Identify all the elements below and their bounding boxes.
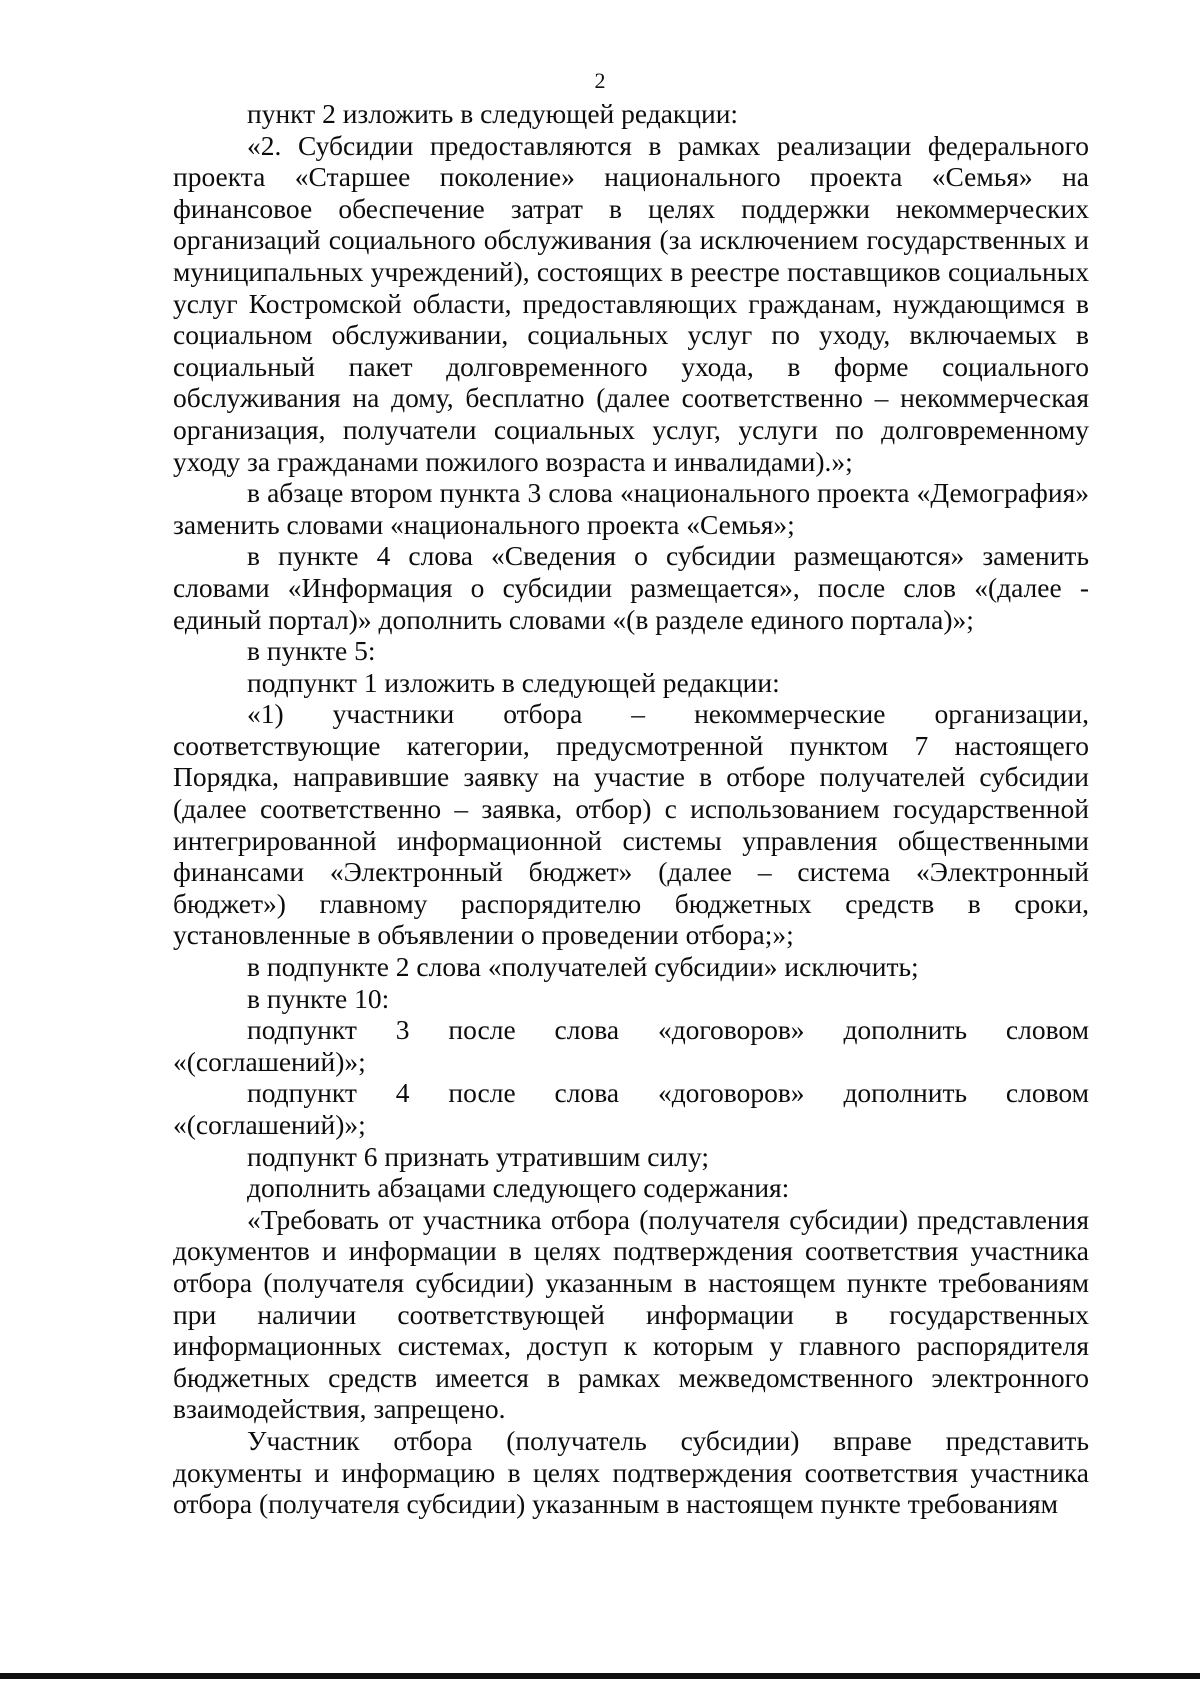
paragraph: «1) участники отбора – некоммерческие организации, соответствующие категории, предусмотренной пунктом 7 настоящего Порядка, направившие заявку на участие в отборе получателей субсидии (далее соответственно – заявка, отбор) с использованием государственной интегрированной информационной системы управления общественными финансами «Электронный бюджет» (далее – система «Электронный бюджет») главному распорядителю бюджетных средств в сроки, установленные в объявлении о проведении отбора;»;	[173, 698, 1089, 951]
page-number: 2	[594, 68, 606, 93]
paragraph: подпункт 1 изложить в следующей редакции:	[247, 666, 780, 698]
paragraph: Участник отбора (получатель субсидии) вправе представить документы и информацию в целях подтверждения соответствия участника отбора (получателя субсидии) указанным в настоящем пункте требованиям	[173, 1424, 1089, 1520]
paragraph: в пункте 5:	[247, 635, 376, 667]
paragraph: подпункт 3 после слова «договоров» дополнить словом «(соглашений)»;	[173, 1014, 1089, 1077]
paragraph: в подпункте 2 слова «получателей субсидии» исключить;	[247, 951, 919, 983]
document-body	[173, 98, 1089, 1520]
paragraph: пункт 2 изложить в следующей редакции:	[247, 98, 739, 129]
paragraph: в пункте 4 слова «Сведения о субсидии размещаются» заменить словами «Информация о субсидии размещается», после слов «(далее - единый портал)» дополнить словами «(в разделе единого портала)»;	[173, 540, 1089, 635]
paragraph: подпункт 4 после слова «договоров» дополнить словом «(соглашений)»;	[173, 1077, 1089, 1140]
paragraph: в абзаце втором пункта 3 слова «национального проекта «Демография» заменить словами «национального проекта «Семья»;	[173, 477, 1089, 540]
paragraph: «Требовать от участника отбора (получателя субсидии) представления документов и информации в целях подтверждения соответствия участника отбора (получателя субсидии) указанным в настоящем пункте требованиям при наличии соответствующей информации в государственных информационных системах, доступ к которым у главного распорядителя бюджетных средств имеется в рамках межведомственного электронного взаимодействия, запрещено.	[173, 1203, 1089, 1425]
paragraph: подпункт 6 признать утратившим силу;	[247, 1140, 709, 1172]
paragraph: «2. Субсидии предоставляются в рамках реализации федерального проекта «Старшее поколение» национального проекта «Семья» на финансовое обеспечение затрат в целях поддержки некоммерческих организаций социального обслуживания (за исключением государственных и муниципальных учреждений), состоящих в реестре поставщиков социальных услуг Костромской области, предоставляющих гражданам, нуждающимся в социальном обслуживании, социальных услуг по уходу, включаемых в социальный пакет долговременного ухода, в форме социального обслуживания на дому, бесплатно (далее соответственно – некоммерческая организация, получатели социальных услуг, услуги по долговременному уходу за гражданами пожилого возраста и инвалидами).»;	[173, 129, 1089, 477]
paragraph: в пункте 10:	[247, 982, 390, 1014]
page-border-line	[0, 1673, 1200, 1679]
paragraph: дополнить абзацами следующего содержания:	[247, 1172, 790, 1204]
